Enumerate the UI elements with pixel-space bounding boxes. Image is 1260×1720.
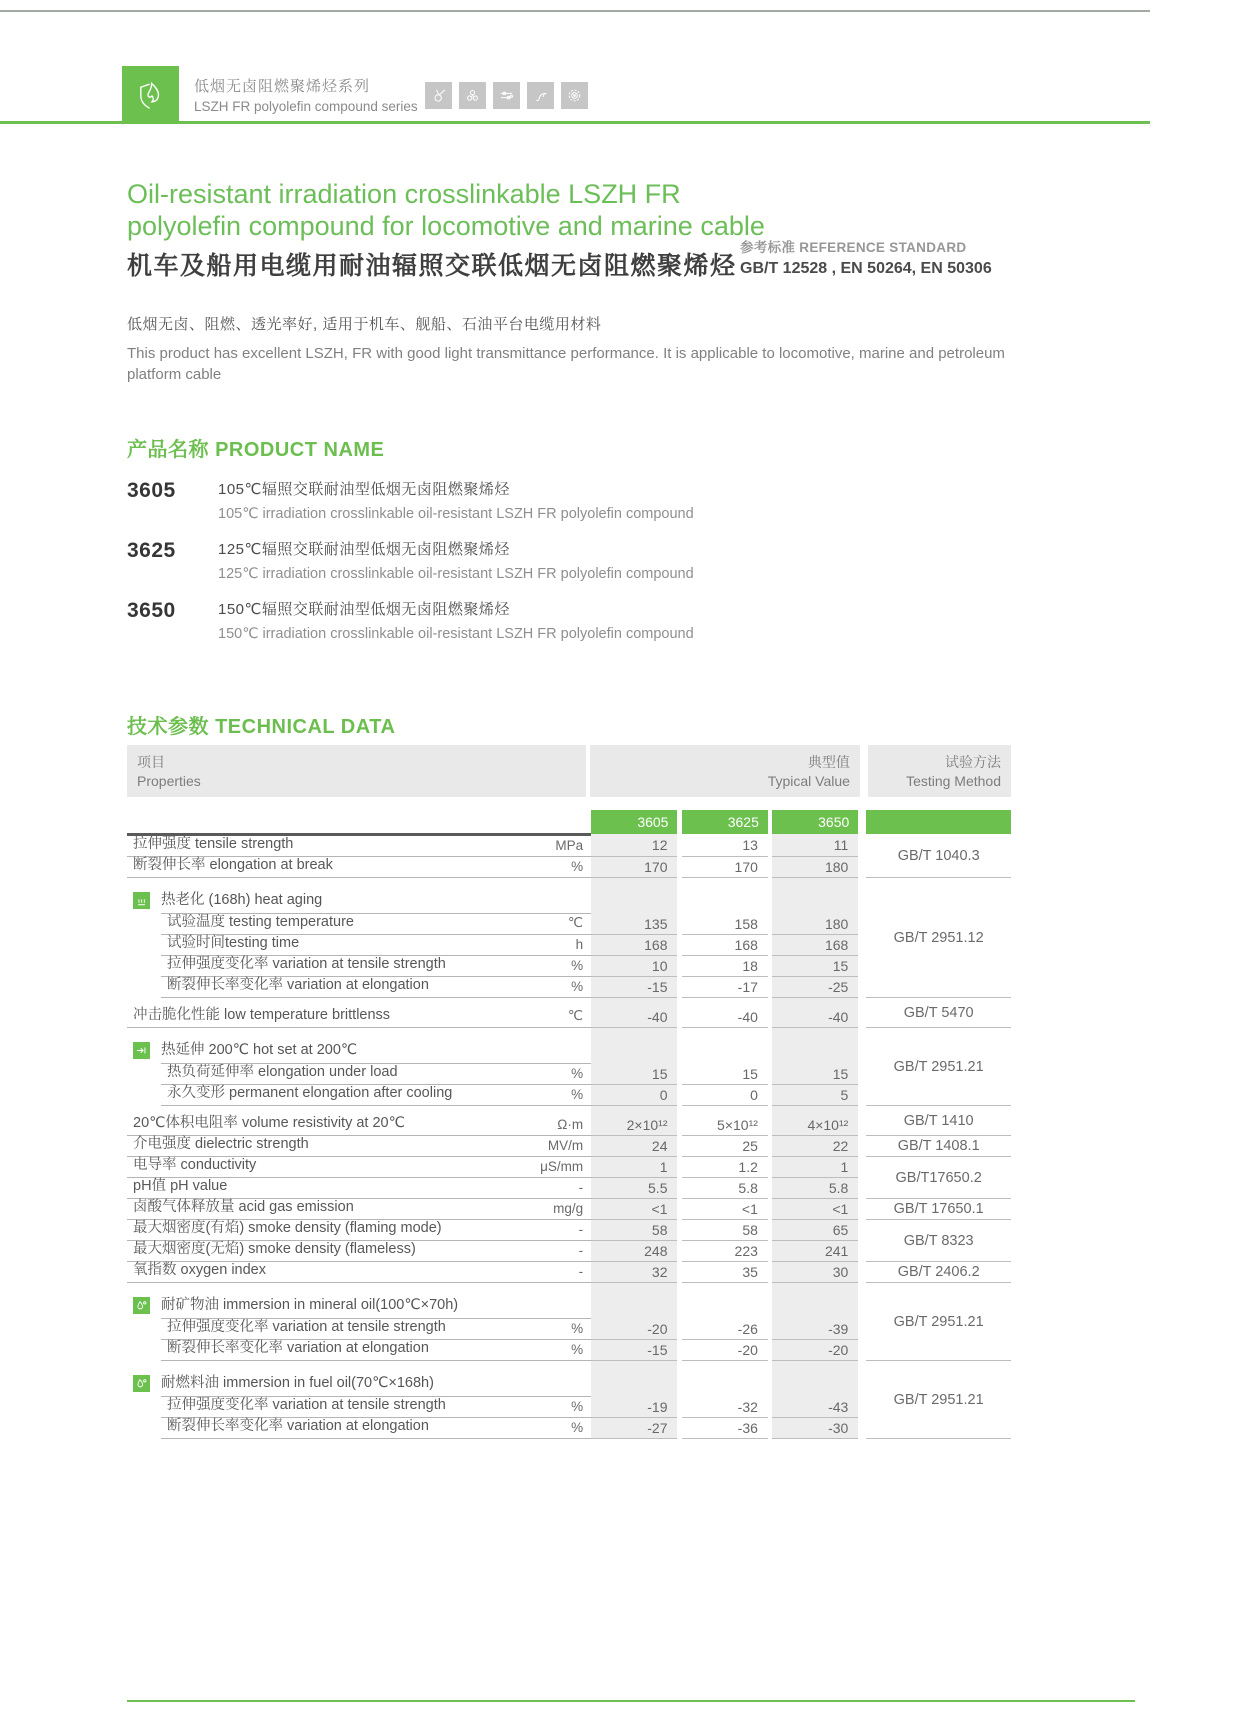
value-column-fill	[772, 1292, 858, 1319]
brand-logo	[122, 66, 179, 123]
value-column-fill	[682, 1361, 768, 1370]
value-column-fill	[772, 1370, 858, 1397]
properties-underline-cell	[127, 810, 591, 834]
series-title-en: LSZH FR polyolefin compound series	[194, 99, 418, 114]
value-cell: 22	[772, 1136, 858, 1157]
value-cell: 24	[591, 1136, 677, 1157]
property-name: 热负荷延伸率 elongation under load	[167, 1063, 398, 1080]
value-cell: 241	[772, 1241, 858, 1262]
property-name: 永久变形 permanent elongation after cooling	[167, 1084, 453, 1101]
page-title-en-line1: Oil-resistant irradiation crosslinkable LSZH FR	[127, 179, 681, 209]
heat-icon	[133, 892, 150, 909]
value-cell: 158	[682, 914, 768, 935]
value-cell: 223	[682, 1241, 768, 1262]
unit-label: μS/mm	[540, 1158, 584, 1174]
value-column-fill	[682, 1370, 768, 1397]
property-line	[161, 1418, 591, 1439]
value-cell: -40	[682, 1007, 768, 1028]
unit-label: Ω·m	[557, 1116, 584, 1132]
spacer-cell	[127, 1028, 591, 1037]
product-code: 3605	[127, 479, 176, 502]
property-name: 拉伸强度变化率 variation at tensile strength	[167, 1396, 446, 1413]
value-column-fill	[772, 878, 858, 887]
value-column-fill	[682, 878, 768, 887]
description-en: This product has excellent LSZH, FR with good light transmittance performance. It is applicable to locomotive, marine and petroleum platform cable	[127, 345, 1005, 383]
column-gap	[858, 914, 866, 935]
spacer-cell	[127, 1283, 591, 1292]
group-row-cell	[127, 1370, 591, 1397]
product-item	[127, 598, 694, 644]
product-desc-zh: 150℃辐照交联耐油型低烟无卤阻燃聚烯烃	[218, 601, 510, 618]
property-name: 断裂伸长率变化率 variation at elongation	[167, 1417, 429, 1434]
value-cell: 180	[772, 857, 858, 878]
property-name: 最大烟密度(无焰) smoke density (flameless)	[133, 1240, 416, 1257]
group-label: 耐矿物油 immersion in mineral oil(100℃×70h)	[161, 1293, 591, 1319]
property-name: 冲击脆化性能 low temperature brittlenss	[133, 1006, 391, 1023]
table-row	[127, 878, 1011, 887]
oil-drop-icon	[133, 1297, 150, 1314]
property-name: 断裂伸长率 elongation at break	[133, 856, 333, 873]
value-column-fill	[772, 887, 858, 914]
value-cell: 10	[591, 956, 677, 977]
value-cell: -30	[772, 1418, 858, 1439]
value-cell: 15	[772, 1064, 858, 1085]
value-cell: 4×10¹²	[772, 1115, 858, 1136]
value-column-fill	[772, 1037, 858, 1064]
product-descriptions	[218, 598, 694, 644]
gear-icon	[561, 82, 588, 109]
technical-data-heading: 技术参数 TECHNICAL DATA	[127, 716, 396, 738]
unit-label: %	[571, 1341, 584, 1357]
property-line	[161, 977, 591, 998]
column-gap	[858, 1397, 866, 1418]
column-gap	[858, 887, 866, 914]
table-row	[127, 1361, 1011, 1370]
header-divider	[0, 121, 1150, 124]
value-column-fill	[682, 1106, 768, 1115]
value-column-fill	[772, 1361, 858, 1370]
property-cell	[127, 977, 591, 998]
method-cell: GB/T 8323	[866, 1220, 1011, 1262]
column-gap	[858, 810, 866, 834]
method-cell: GB/T 2951.21	[866, 1361, 1011, 1439]
group-row-cell	[127, 1292, 591, 1319]
column-gap	[858, 1418, 866, 1439]
value-cell: 13	[682, 834, 768, 857]
product-code: 3650	[127, 599, 176, 622]
property-name: pH值 pH value	[133, 1177, 228, 1194]
property-cell	[127, 1085, 591, 1106]
value-cell: 35	[682, 1262, 768, 1283]
value-cell: -19	[591, 1397, 677, 1418]
column-gap	[858, 1283, 866, 1292]
column-gap	[858, 1262, 866, 1283]
column-gap	[858, 1064, 866, 1085]
model-header-row	[127, 810, 1011, 834]
value-cell: -40	[591, 1007, 677, 1028]
value-cell: -36	[682, 1418, 768, 1439]
spacer-cell	[127, 1361, 591, 1370]
unit-label: %	[571, 1065, 584, 1081]
value-cell: 0	[682, 1085, 768, 1106]
model-header-cell: 3650	[772, 810, 858, 834]
hot-set-icon	[133, 1042, 150, 1059]
value-cell: -40	[772, 1007, 858, 1028]
typical-value-header: 典型值 Typical Value	[590, 745, 860, 797]
value-cell: 1	[591, 1157, 677, 1178]
column-gap	[858, 1370, 866, 1397]
value-cell: -39	[772, 1319, 858, 1340]
oil-drop-icon	[133, 1375, 150, 1392]
top-divider	[0, 10, 1150, 12]
flask-icon	[425, 82, 452, 109]
column-gap	[858, 1340, 866, 1361]
method-cell: GB/T17650.2	[866, 1157, 1011, 1199]
value-column-fill	[591, 878, 677, 887]
unit-label: %	[571, 957, 584, 973]
property-name: 最大烟密度(有焰) smoke density (flaming mode)	[133, 1219, 442, 1236]
column-gap	[858, 1292, 866, 1319]
value-cell: -20	[772, 1340, 858, 1361]
property-name: 介电强度 dielectric strength	[133, 1135, 309, 1152]
value-column-fill	[682, 998, 768, 1007]
technical-data-section	[127, 745, 1011, 1439]
value-cell: 5.8	[682, 1178, 768, 1199]
column-gap	[858, 878, 866, 887]
product-item	[127, 538, 694, 584]
value-cell: 135	[591, 914, 677, 935]
value-cell: 15	[591, 1064, 677, 1085]
bottom-divider	[127, 1700, 1135, 1702]
value-cell: 0	[591, 1085, 677, 1106]
property-name: 氧指数 oxygen index	[133, 1261, 266, 1278]
property-name: 拉伸强度变化率 variation at tensile strength	[167, 955, 446, 972]
column-gap	[858, 1319, 866, 1340]
table-row	[127, 1028, 1011, 1037]
column-gap	[858, 1085, 866, 1106]
value-cell: <1	[772, 1199, 858, 1220]
value-cell: 15	[682, 1064, 768, 1085]
group-label: 耐燃料油 immersion in fuel oil(70℃×168h)	[161, 1371, 591, 1397]
value-cell: -17	[682, 977, 768, 998]
reference-standard-label: 参考标准 REFERENCE STANDARD	[740, 240, 967, 255]
reference-standard-value: GB/T 12528 , EN 50264, EN 50306	[740, 260, 992, 277]
group-row-cell	[127, 1037, 591, 1064]
value-cell: -20	[682, 1340, 768, 1361]
product-descriptions	[218, 538, 694, 584]
property-name: 电导率 conductivity	[133, 1156, 257, 1173]
column-gap	[858, 834, 866, 857]
table-header-row	[127, 745, 1011, 797]
column-gap	[858, 977, 866, 998]
value-column-fill	[591, 1037, 677, 1064]
unit-label: -	[578, 1221, 584, 1237]
column-gap	[858, 1136, 866, 1157]
column-gap	[858, 1361, 866, 1370]
column-gap	[858, 1007, 866, 1028]
value-column-fill	[772, 1106, 858, 1115]
value-cell: -27	[591, 1418, 677, 1439]
unit-label: MV/m	[547, 1137, 584, 1153]
property-cell	[127, 1340, 591, 1361]
unit-label: -	[578, 1263, 584, 1279]
model-header-cell: 3625	[682, 810, 768, 834]
group-label: 热延伸 200℃ hot set at 200℃	[161, 1038, 591, 1064]
property-name: 20℃体积电阻率 volume resistivity at 20℃	[133, 1114, 405, 1131]
value-cell: 1.2	[682, 1157, 768, 1178]
column-gap	[858, 1220, 866, 1241]
series-title-zh: 低烟无卤阻燃聚烯烃系列	[194, 78, 371, 95]
properties-header: 项目 Properties	[127, 745, 586, 797]
property-line	[127, 1262, 591, 1283]
shield-flame-icon	[132, 76, 170, 114]
product-desc-zh: 105℃辐照交联耐油型低烟无卤阻燃聚烯烃	[218, 481, 510, 498]
value-cell: 12	[591, 834, 677, 857]
page-title-en-line2: polyolefin compound for locomotive and marine cable	[127, 211, 765, 241]
value-cell: -15	[591, 1340, 677, 1361]
product-desc-en: 150℃ irradiation crosslinkable oil-resistant LSZH FR polyolefin compound	[218, 626, 694, 642]
value-cell: 58	[591, 1220, 677, 1241]
column-gap	[858, 1037, 866, 1064]
testing-method-green-bar	[866, 810, 1011, 834]
technical-table	[127, 810, 1011, 1439]
product-code: 3625	[127, 539, 176, 562]
table-row	[127, 1157, 1011, 1178]
product-desc-zh: 125℃辐照交联耐油型低烟无卤阻燃聚烯烃	[218, 541, 510, 558]
value-column-fill	[772, 1028, 858, 1037]
value-cell: 5.8	[772, 1178, 858, 1199]
column-gap	[858, 1028, 866, 1037]
product-desc-en: 125℃ irradiation crosslinkable oil-resistant LSZH FR polyolefin compound	[218, 566, 694, 582]
property-name: 试验温度 testing temperature	[167, 913, 354, 930]
property-name: 断裂伸长率变化率 variation at elongation	[167, 1339, 429, 1356]
unit-label: %	[571, 1086, 584, 1102]
column-gap	[858, 1115, 866, 1136]
value-cell: -20	[591, 1319, 677, 1340]
value-cell: 30	[772, 1262, 858, 1283]
value-column-fill	[591, 1292, 677, 1319]
value-cell: 25	[682, 1136, 768, 1157]
property-name: 拉伸强度 tensile strength	[133, 835, 294, 852]
column-gap	[858, 1241, 866, 1262]
product-desc-en: 105℃ irradiation crosslinkable oil-resistant LSZH FR polyolefin compound	[218, 506, 694, 522]
value-cell: 5.5	[591, 1178, 677, 1199]
table-row	[127, 1262, 1011, 1283]
series-title	[194, 66, 418, 123]
column-gap	[858, 1157, 866, 1178]
value-column-fill	[682, 1037, 768, 1064]
property-line	[127, 1007, 591, 1028]
unit-label: %	[571, 858, 584, 874]
value-cell: 168	[682, 935, 768, 956]
method-cell: GB/T 2951.21	[866, 1283, 1011, 1361]
value-cell: 2×10¹²	[591, 1115, 677, 1136]
testing-method-header: 试验方法 Testing Method	[868, 745, 1011, 797]
table-row	[127, 1136, 1011, 1157]
property-name: 拉伸强度变化率 variation at tensile strength	[167, 1318, 446, 1335]
property-cell	[127, 1007, 591, 1028]
property-name: 卤酸气体释放量 acid gas emission	[133, 1198, 354, 1215]
model-header-cell: 3605	[591, 810, 677, 834]
technical-table-host	[127, 810, 1011, 1439]
value-cell: -43	[772, 1397, 858, 1418]
page-header	[122, 66, 418, 123]
method-cell: GB/T 2951.12	[866, 878, 1011, 998]
value-column-fill	[591, 1106, 677, 1115]
value-column-fill	[682, 1292, 768, 1319]
method-cell: GB/T 1408.1	[866, 1136, 1011, 1157]
value-cell: <1	[591, 1199, 677, 1220]
property-name: 断裂伸长率变化率 variation at elongation	[167, 976, 429, 993]
group-label: 热老化 (168h) heat aging	[161, 888, 591, 914]
page-title-en	[127, 178, 765, 242]
product-name-heading: 产品名称 PRODUCT NAME	[127, 439, 385, 461]
cable-icon	[527, 82, 554, 109]
value-column-fill	[591, 1370, 677, 1397]
value-cell: 180	[772, 914, 858, 935]
product-item	[127, 478, 694, 524]
product-list	[127, 478, 694, 658]
polymer-chain-icon	[493, 82, 520, 109]
unit-label: mg/g	[553, 1200, 584, 1216]
value-cell: 5	[772, 1085, 858, 1106]
method-cell: GB/T 17650.1	[866, 1199, 1011, 1220]
method-cell: GB/T 1040.3	[866, 834, 1011, 878]
column-gap	[858, 1199, 866, 1220]
column-gap	[858, 956, 866, 977]
property-line	[127, 857, 591, 878]
description-zh: 低烟无卤、阻燃、透光率好, 适用于机车、舰船、石油平台电缆用材料	[127, 316, 602, 333]
property-line	[161, 1340, 591, 1361]
value-cell: <1	[682, 1199, 768, 1220]
column-gap	[858, 857, 866, 878]
value-cell: -15	[591, 977, 677, 998]
value-column-fill	[682, 887, 768, 914]
value-cell: -25	[772, 977, 858, 998]
unit-label: ℃	[567, 914, 584, 930]
value-column-fill	[591, 1283, 677, 1292]
property-cell	[127, 857, 591, 878]
unit-label: %	[571, 1320, 584, 1336]
unit-label: %	[571, 1419, 584, 1435]
value-column-fill	[591, 998, 677, 1007]
molecule-icon	[459, 82, 486, 109]
unit-label: ℃	[567, 1007, 584, 1023]
value-cell: 58	[682, 1220, 768, 1241]
value-column-fill	[591, 1028, 677, 1037]
product-descriptions	[218, 478, 694, 524]
value-cell: 170	[682, 857, 768, 878]
spacer-cell	[127, 878, 591, 887]
value-cell: 168	[591, 935, 677, 956]
product-description	[127, 313, 1020, 385]
unit-label: -	[578, 1179, 584, 1195]
table-row	[127, 1283, 1011, 1292]
reference-standard	[740, 236, 992, 278]
unit-label: -	[578, 1242, 584, 1258]
unit-label: %	[571, 978, 584, 994]
value-cell: 15	[772, 956, 858, 977]
value-cell: 248	[591, 1241, 677, 1262]
value-column-fill	[682, 1028, 768, 1037]
property-line	[161, 1085, 591, 1106]
unit-label: MPa	[555, 837, 584, 853]
value-cell: 168	[772, 935, 858, 956]
value-cell: 1	[772, 1157, 858, 1178]
value-cell: 18	[682, 956, 768, 977]
column-gap	[858, 1178, 866, 1199]
value-cell: -26	[682, 1319, 768, 1340]
value-cell: 170	[591, 857, 677, 878]
group-row-cell	[127, 887, 591, 914]
value-cell: 11	[772, 834, 858, 857]
method-cell: GB/T 2951.21	[866, 1028, 1011, 1106]
value-cell: 32	[591, 1262, 677, 1283]
category-badges	[425, 82, 588, 109]
unit-label: h	[575, 936, 584, 952]
value-column-fill	[591, 887, 677, 914]
column-gap	[858, 1106, 866, 1115]
method-cell: GB/T 2406.2	[866, 1262, 1011, 1283]
column-gap	[858, 935, 866, 956]
value-column-fill	[772, 1283, 858, 1292]
property-cell	[127, 1262, 591, 1283]
value-column-fill	[772, 998, 858, 1007]
value-cell: -32	[682, 1397, 768, 1418]
column-gap	[858, 998, 866, 1007]
property-name: 试验时间testing time	[167, 934, 300, 951]
property-cell	[127, 1418, 591, 1439]
method-cell: GB/T 5470	[866, 998, 1011, 1028]
value-column-fill	[682, 1283, 768, 1292]
value-column-fill	[591, 1361, 677, 1370]
page-title-zh: 机车及船用电缆用耐油辐照交联低烟无卤阻燃聚烯烃	[127, 252, 737, 280]
value-cell: 5×10¹²	[682, 1115, 768, 1136]
unit-label: %	[571, 1398, 584, 1414]
method-cell: GB/T 1410	[866, 1106, 1011, 1136]
value-cell: 65	[772, 1220, 858, 1241]
